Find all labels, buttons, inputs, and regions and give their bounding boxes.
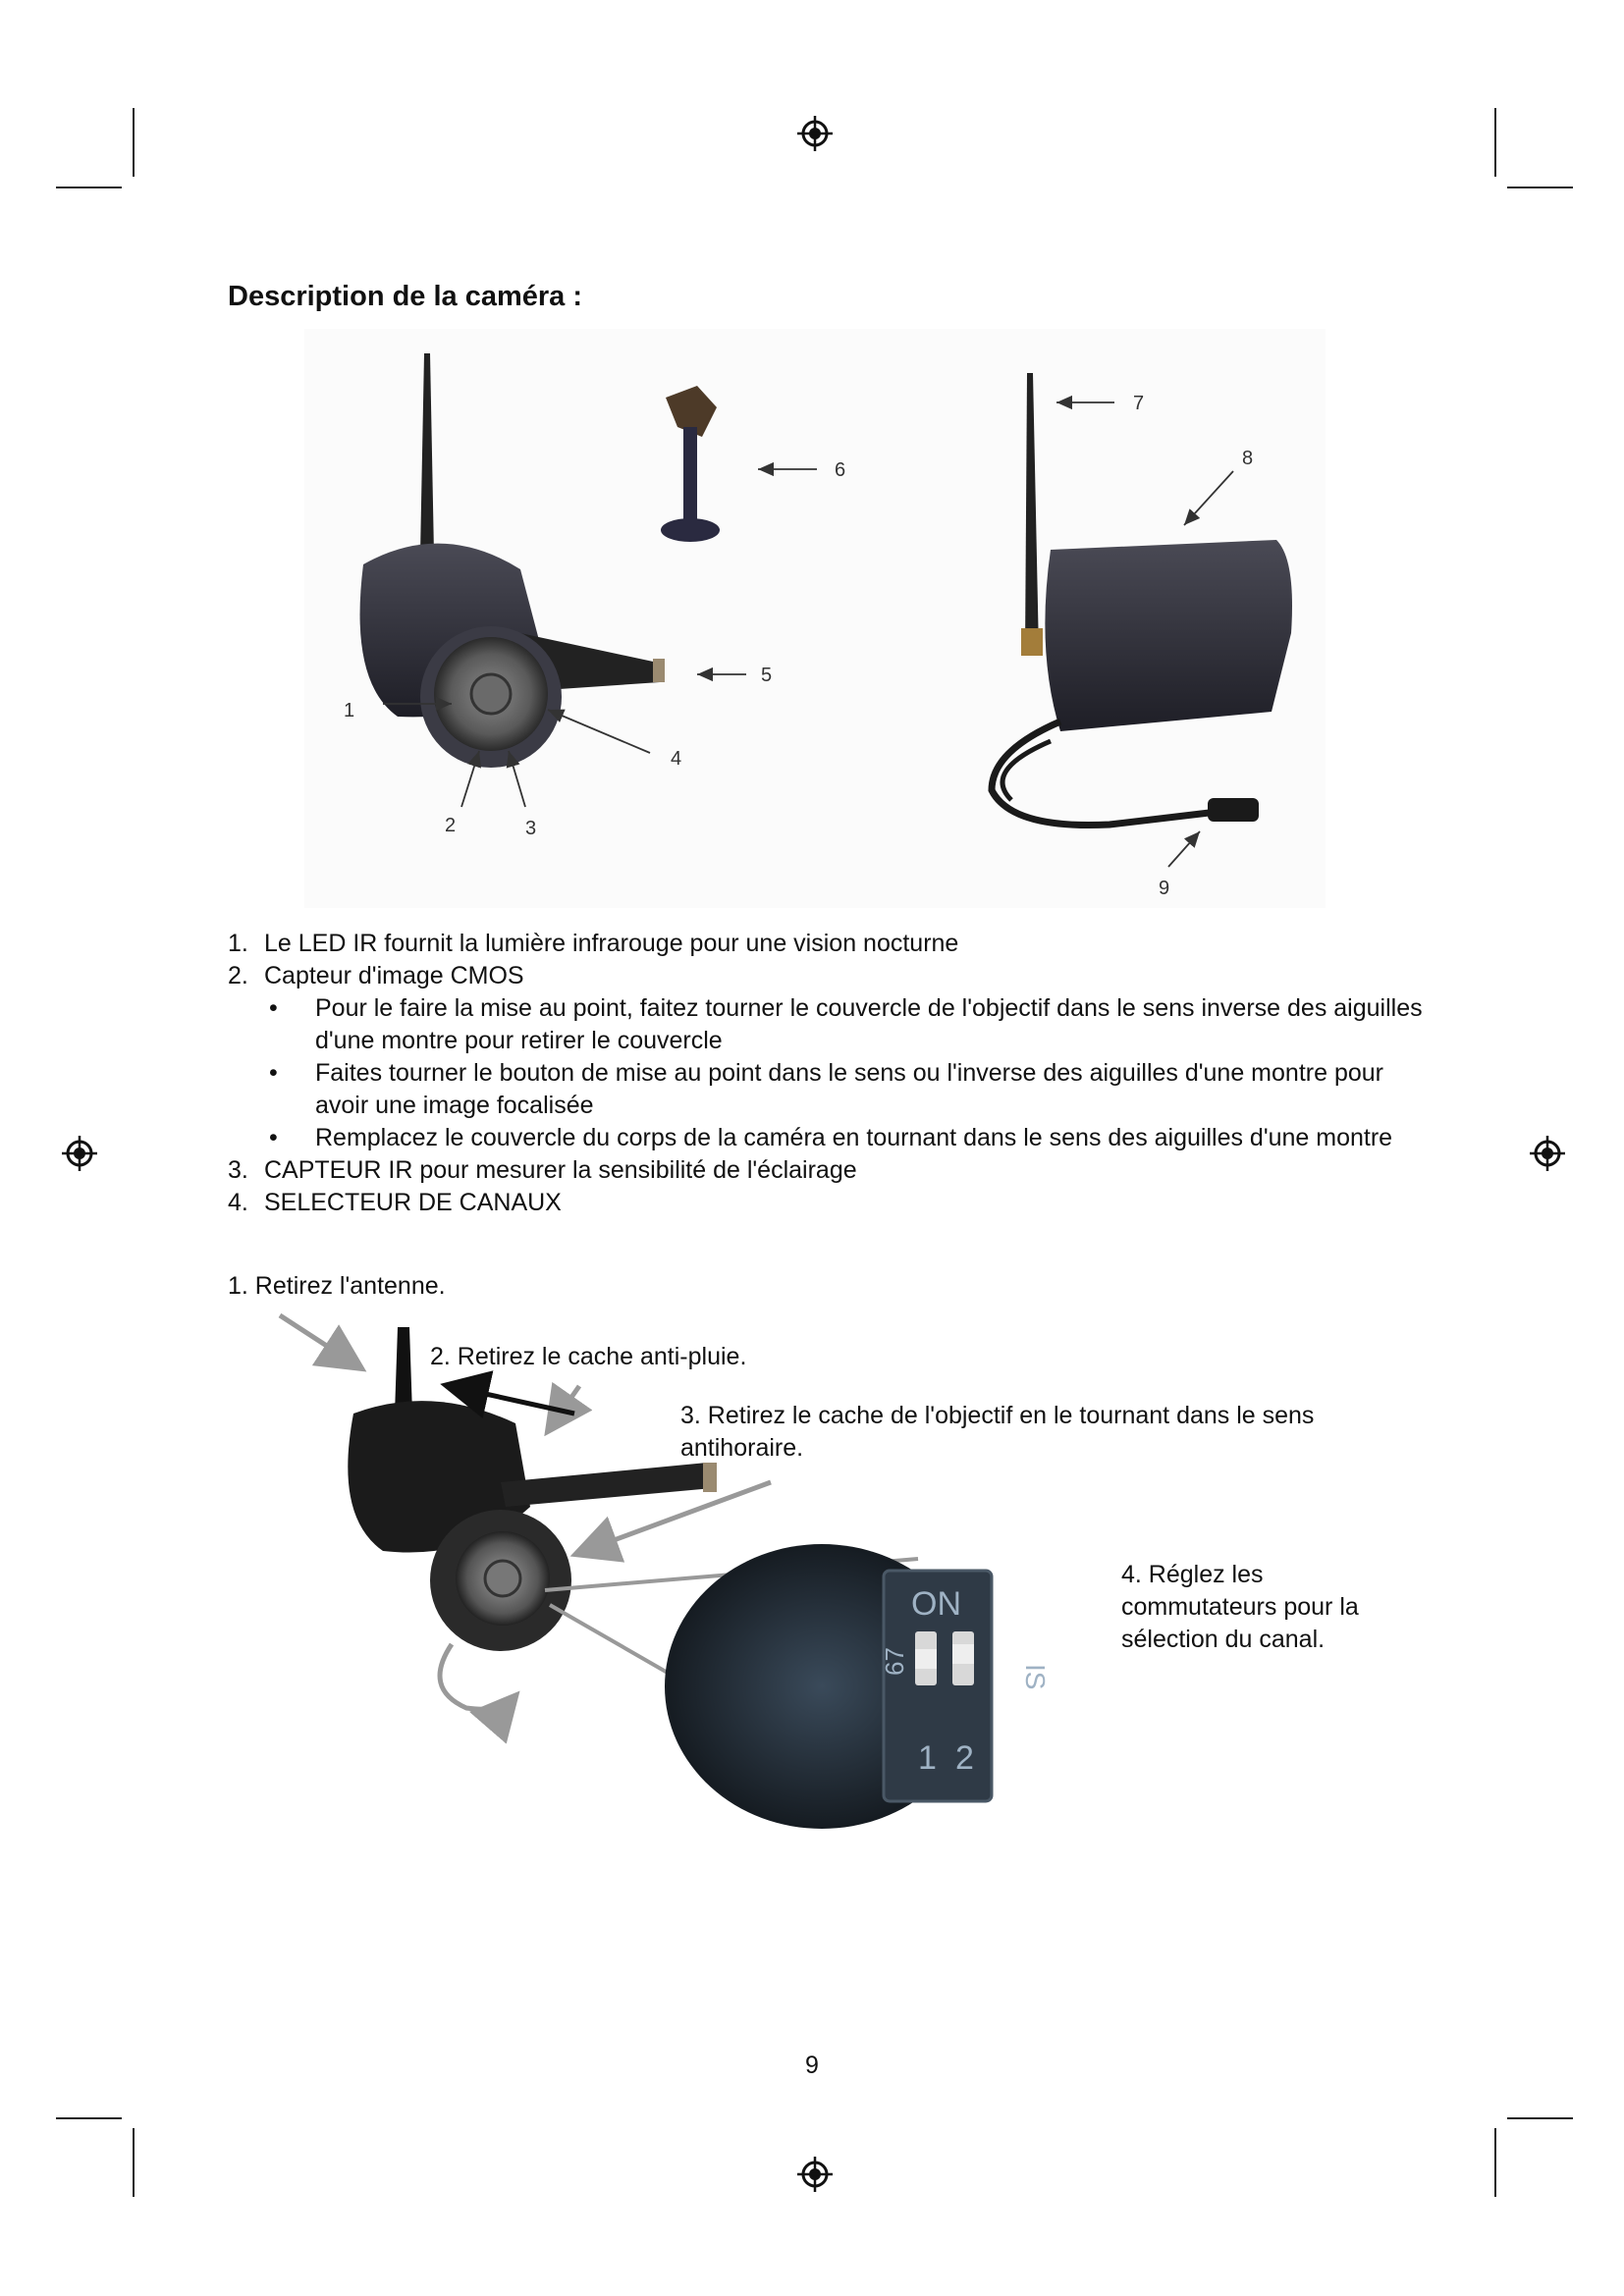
step-1-text: 1. Retirez l'antenne. bbox=[228, 1272, 446, 1300]
sub-bullet-text: Remplacez le couvercle du corps de la caméra en tournant dans le sens des aiguilles d'une montre bbox=[315, 1124, 1393, 1151]
dip-switch-side-label: 67 bbox=[880, 1647, 909, 1676]
channel-setup-figure bbox=[275, 1306, 1139, 1855]
list-text: CAPTEUR IR pour mesurer la sensibilité de l'éclairage bbox=[264, 1156, 857, 1184]
sub-bullet-text: Pour le faire la mise au point, faitez tourner le couvercle de l'objectif dans le sens inverse des aiguilles d'une montre pour retirer le couvercle bbox=[315, 994, 1423, 1054]
list-number: 4. bbox=[228, 1189, 248, 1216]
callout-8: 8 bbox=[1242, 448, 1254, 469]
crop-mark bbox=[1494, 108, 1496, 177]
list-item bbox=[228, 1187, 1435, 1219]
sub-bullet-item bbox=[228, 1122, 1435, 1154]
step-3-text: 3. Retirez le cache de l'objectif en le tournant dans le sens antihoraire. bbox=[680, 1402, 1315, 1462]
callout-1: 1 bbox=[344, 700, 355, 721]
list-number: 3. bbox=[228, 1156, 248, 1184]
section-heading: Description de la caméra : bbox=[228, 281, 583, 312]
description-list bbox=[228, 928, 1435, 1219]
sub-bullet-text: Faites tourner le bouton de mise au point dans le sens ou l'inverse des aiguilles d'une montre pour avoir une image focalisée bbox=[315, 1059, 1383, 1119]
dip-switch-side-label: IS bbox=[1020, 1664, 1051, 1690]
list-number: 2. bbox=[228, 962, 248, 989]
callout-3: 3 bbox=[525, 818, 537, 839]
callout-4: 4 bbox=[671, 748, 682, 770]
registration-mark-icon bbox=[60, 1134, 99, 1173]
registration-mark-icon bbox=[1528, 1134, 1567, 1173]
sub-bullet-item bbox=[228, 1057, 1435, 1122]
crop-mark bbox=[56, 187, 122, 188]
bullet-icon: • bbox=[269, 1124, 278, 1151]
list-text: SELECTEUR DE CANAUX bbox=[264, 1189, 562, 1216]
disassembly-camera-illustration bbox=[348, 1327, 717, 1651]
callout-9: 9 bbox=[1159, 878, 1170, 899]
dip-switch-label-2: 2 bbox=[955, 1739, 974, 1777]
step-4-text: 4. Réglez les commutateurs pour la sélection du canal. bbox=[1121, 1561, 1359, 1653]
callout-7: 7 bbox=[1133, 393, 1145, 414]
list-item bbox=[228, 960, 1435, 992]
sub-bullet-item bbox=[228, 992, 1435, 1057]
list-number: 1. bbox=[228, 930, 248, 957]
crop-mark bbox=[1507, 187, 1573, 188]
dip-switch-closeup bbox=[665, 1544, 1051, 1829]
dip-switch-label-1: 1 bbox=[918, 1739, 937, 1777]
bullet-icon: • bbox=[269, 994, 278, 1022]
bullet-icon: • bbox=[269, 1059, 278, 1087]
step-2-text: 2. Retirez le cache anti-pluie. bbox=[430, 1343, 747, 1370]
registration-mark-icon bbox=[795, 114, 835, 153]
list-item bbox=[228, 928, 1435, 960]
callout-6: 6 bbox=[835, 459, 846, 481]
crop-mark bbox=[1494, 2128, 1496, 2197]
page-number: 9 bbox=[805, 2052, 819, 2079]
camera-description-figure bbox=[304, 329, 1326, 908]
list-text: Capteur d'image CMOS bbox=[264, 962, 524, 989]
callout-5: 5 bbox=[761, 665, 773, 686]
dip-switch-on-label: ON bbox=[911, 1585, 961, 1623]
crop-mark bbox=[1507, 2117, 1573, 2119]
list-text: Le LED IR fournit la lumière infrarouge pour une vision nocturne bbox=[264, 930, 959, 957]
callout-2: 2 bbox=[445, 815, 457, 836]
crop-mark bbox=[56, 2117, 122, 2119]
crop-mark bbox=[133, 108, 135, 177]
list-item bbox=[228, 1154, 1435, 1187]
registration-mark-icon bbox=[795, 2155, 835, 2194]
crop-mark bbox=[133, 2128, 135, 2197]
